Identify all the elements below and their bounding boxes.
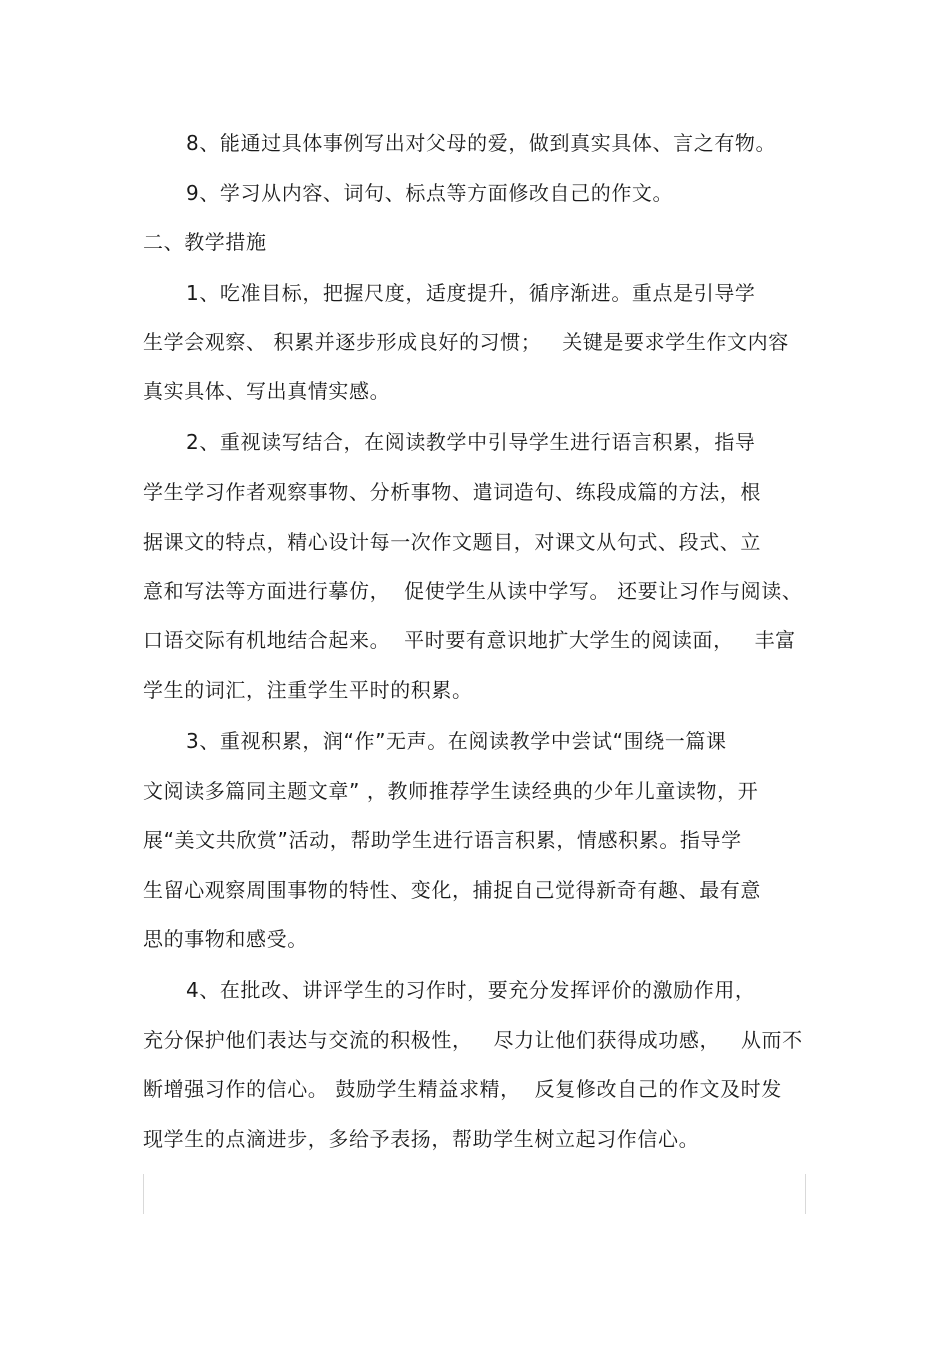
paragraph-line: 学生学习作者观察事物、分析事物、遣词造句、练段成篇的方法，根 (143, 480, 761, 504)
paragraph-line: 2、重视读写结合，在阅读教学中引导学生进行语言积累，指导 (186, 430, 756, 454)
paragraph-line: 展“美文共欣赏”活动，帮助学生进行语言积累，情感积累。指导学 (143, 828, 742, 852)
item-9-line: 9、学习从内容、词句、标点等方面修改自己的作文。 (186, 181, 674, 205)
paragraph-line: 意和写法等方面进行摹仿， 促使学生从读中学写。 还要让习作与阅读、 (143, 579, 803, 603)
paragraph-line: 学生的词汇，注重学生平时的积累。 (143, 678, 473, 702)
paragraph-line: 生留心观察周围事物的特性、变化，捕捉自己觉得新奇有趣、最有意 (143, 878, 761, 902)
paragraph-line: 据课文的特点，精心设计每一次作文题目，对课文从句式、段式、立 (143, 530, 761, 554)
paragraph-line: 3、重视积累，润“作”无声。在阅读教学中尝试“围绕一篇课 (186, 729, 727, 753)
section-heading: 二、教学措施 (143, 230, 267, 254)
paragraph-line: 文阅读多篇同主题文章” ，教师推荐学生读经典的少年儿童读物，开 (143, 779, 759, 803)
paragraph-line: 1、吃准目标，把握尺度，适度提升，循序渐进。重点是引导学 (186, 281, 756, 305)
paragraph-line: 现学生的点滴进步，多给予表扬，帮助学生树立起习作信心。 (143, 1127, 700, 1151)
paragraph-line: 口语交际有机地结合起来。 平时要有意识地扩大学生的阅读面， 丰富 (143, 628, 796, 652)
paragraph-line: 4、在批改、讲评学生的习作时，要充分发挥评价的激励作用， (186, 978, 756, 1002)
left-margin-rule (143, 1174, 144, 1214)
paragraph-line: 生学会观察、 积累并逐步形成良好的习惯； 关键是要求学生作文内容 (143, 330, 789, 354)
paragraph-line: 充分保护他们表达与交流的积极性， 尽力让他们获得成功感， 从而不 (143, 1028, 803, 1052)
paragraph-line: 真实具体、写出真情实感。 (143, 379, 391, 403)
paragraph-line: 断增强习作的信心。 鼓励学生精益求精， 反复修改自己的作文及时发 (143, 1077, 782, 1101)
paragraph-line: 思的事物和感受。 (143, 927, 308, 951)
item-8-line: 8、能通过具体事例写出对父母的爱，做到真实具体、言之有物。 (186, 131, 777, 155)
right-margin-rule (805, 1174, 806, 1214)
